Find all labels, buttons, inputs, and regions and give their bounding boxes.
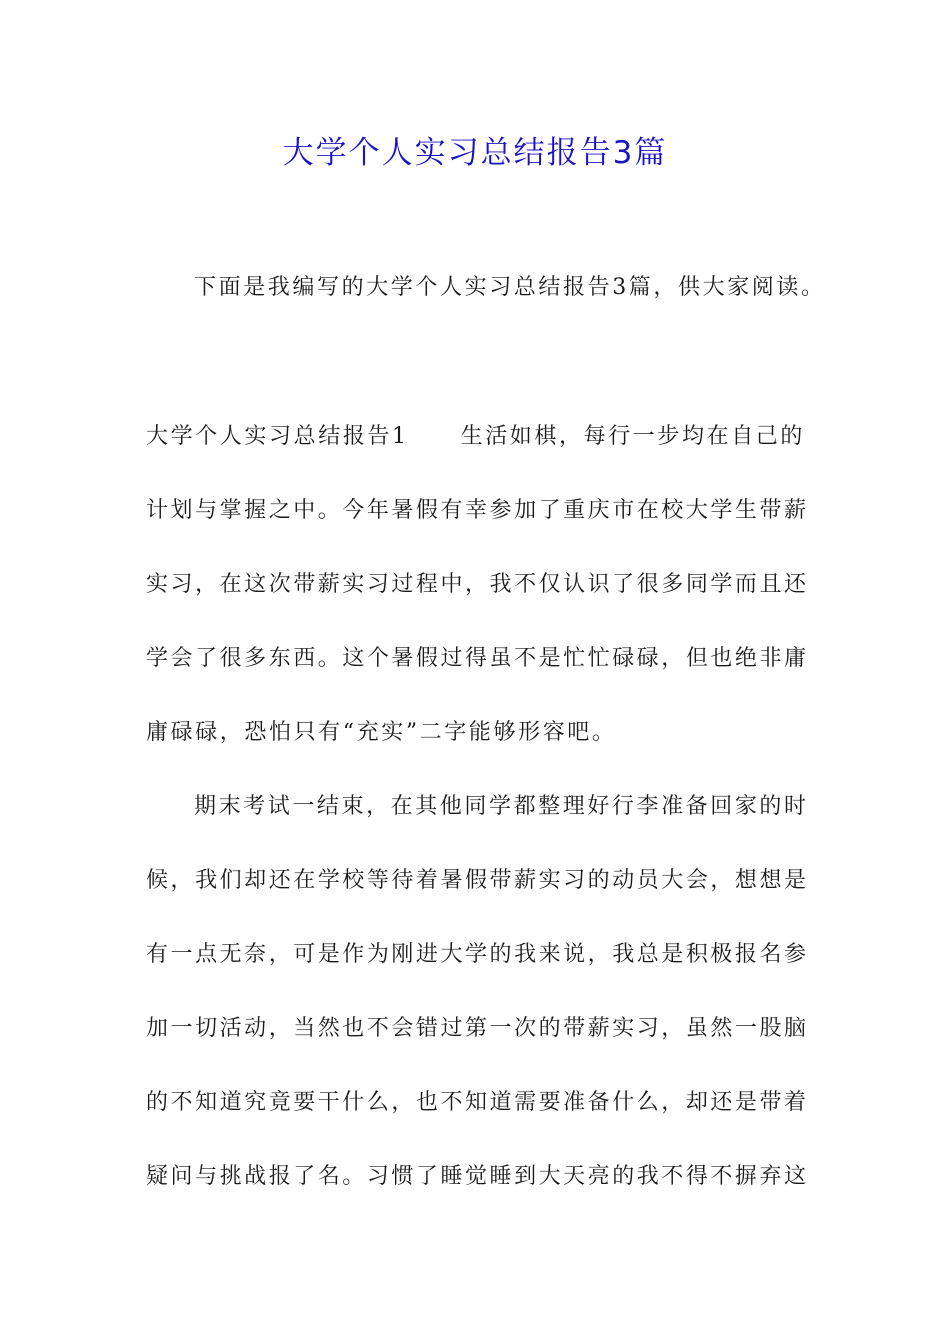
paragraph-text: 生活如棋，每行一步均在自己的 (460, 424, 806, 449)
paragraph-line: 学会了很多东西。这个暑假过得虽不是忙忙碌碌，但也绝非庸 (146, 646, 806, 671)
document-title: 大学个人实习总结报告3篇 (282, 135, 668, 171)
paragraph-line: 期末考试一结束，在其他同学都整理好行李准备回家的时 (194, 794, 806, 819)
section-first-line (146, 421, 806, 453)
intro-paragraph: 下面是我编写的大学个人实习总结报告3篇，供大家阅读。 (194, 275, 826, 300)
paragraph-line: 疑问与挑战报了名。习惯了睡觉睡到大天亮的我不得不摒弃这 (146, 1164, 806, 1189)
section-heading: 大学个人实习总结报告1 (146, 424, 409, 449)
paragraph-line: 实习，在这次带薪实习过程中，我不仅认识了很多同学而且还 (146, 572, 806, 597)
paragraph-line: 庸碌碌，恐怕只有“充实”二字能够形容吧。 (146, 720, 617, 745)
paragraph-line: 候，我们却还在学校等待着暑假带薪实习的动员大会，想想是 (146, 868, 806, 893)
paragraph-line: 的不知道究竟要干什么，也不知道需要准备什么，却还是带着 (146, 1090, 806, 1115)
paragraph-line: 计划与掌握之中。今年暑假有幸参加了重庆市在校大学生带薪 (146, 498, 806, 523)
paragraph-line: 有一点无奈，可是作为刚进大学的我来说，我总是积极报名参 (146, 942, 806, 967)
paragraph-line: 加一切活动，当然也不会错过第一次的带薪实习，虽然一股脑 (146, 1016, 806, 1041)
